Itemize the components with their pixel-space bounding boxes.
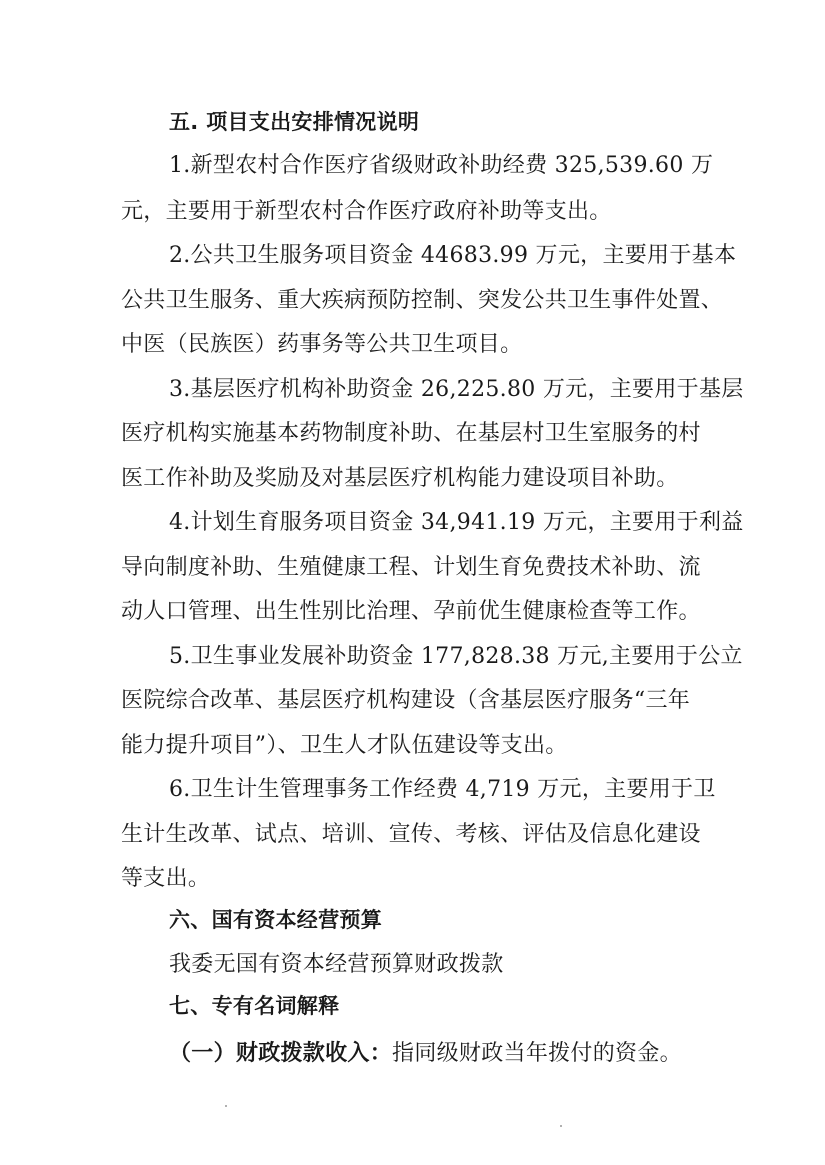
section-heading: 五. 项目支出安排情况说明: [169, 110, 420, 134]
scan-speck: [560, 1125, 562, 1127]
paragraph-line: 中医（民族医）药事务等公共卫生项目。: [121, 332, 523, 357]
paragraph-line: 等支出。: [121, 866, 211, 891]
definition-term: （一）财政拨款收入：: [169, 1040, 393, 1066]
paragraph-line: 医工作补助及奖励及对基层医疗机构能力建设项目补助。: [121, 466, 679, 491]
paragraph-line: 2.公共卫生服务项目资金 44683.99 万元，主要用于基本: [169, 243, 737, 268]
scan-speck: [225, 1105, 227, 1107]
paragraph-line: 1.新型农村合作医疗省级财政补助经费 325,539.60 万: [169, 153, 714, 178]
section-heading: 七、专有名词解释: [169, 994, 340, 1018]
paragraph-line: 动人口管理、出生性别比治理、孕前优生健康检查等工作。: [121, 599, 701, 624]
paragraph-line: 公共卫生服务、重大疾病预防控制、突发公共卫生事件处置、: [121, 288, 724, 313]
paragraph-line: 导向制度补助、生殖健康工程、计划生育免费技术补助、流: [121, 555, 701, 580]
paragraph-line: 4.计划生育服务项目资金 34,941.19 万元，主要用于利益: [169, 510, 744, 535]
paragraph-line: 6.卫生计生管理事务工作经费 4,719 万元，主要用于卫: [169, 777, 716, 802]
paragraph-line: 元，主要用于新型农村合作医疗政府补助等支出。: [121, 199, 612, 224]
paragraph-line: 3.基层医疗机构补助资金 26,225.80 万元，主要用于基层: [169, 377, 744, 402]
paragraph-line: 生计生改革、试点、培训、宣传、考核、评估及信息化建设: [121, 822, 701, 847]
paragraph-line: 医院综合改革、基层医疗机构建设（含基层医疗服务“三年: [121, 688, 691, 713]
paragraph-line: 5.卫生事业发展补助资金 177,828.38 万元,主要用于公立: [169, 644, 743, 669]
paragraph-line: 能力提升项目”）、卫生人才队伍建设等支出。: [121, 733, 568, 758]
paragraph-line: 我委无国有资本经营预算财政拨款: [169, 952, 504, 977]
section-heading: 六、国有资本经营预算: [169, 908, 382, 932]
definition-text: 指同级财政当年拨付的资金。: [392, 1041, 682, 1066]
definition-line: [169, 1038, 682, 1069]
paragraph-line: 医疗机构实施基本药物制度补助、在基层村卫生室服务的村: [121, 421, 701, 446]
